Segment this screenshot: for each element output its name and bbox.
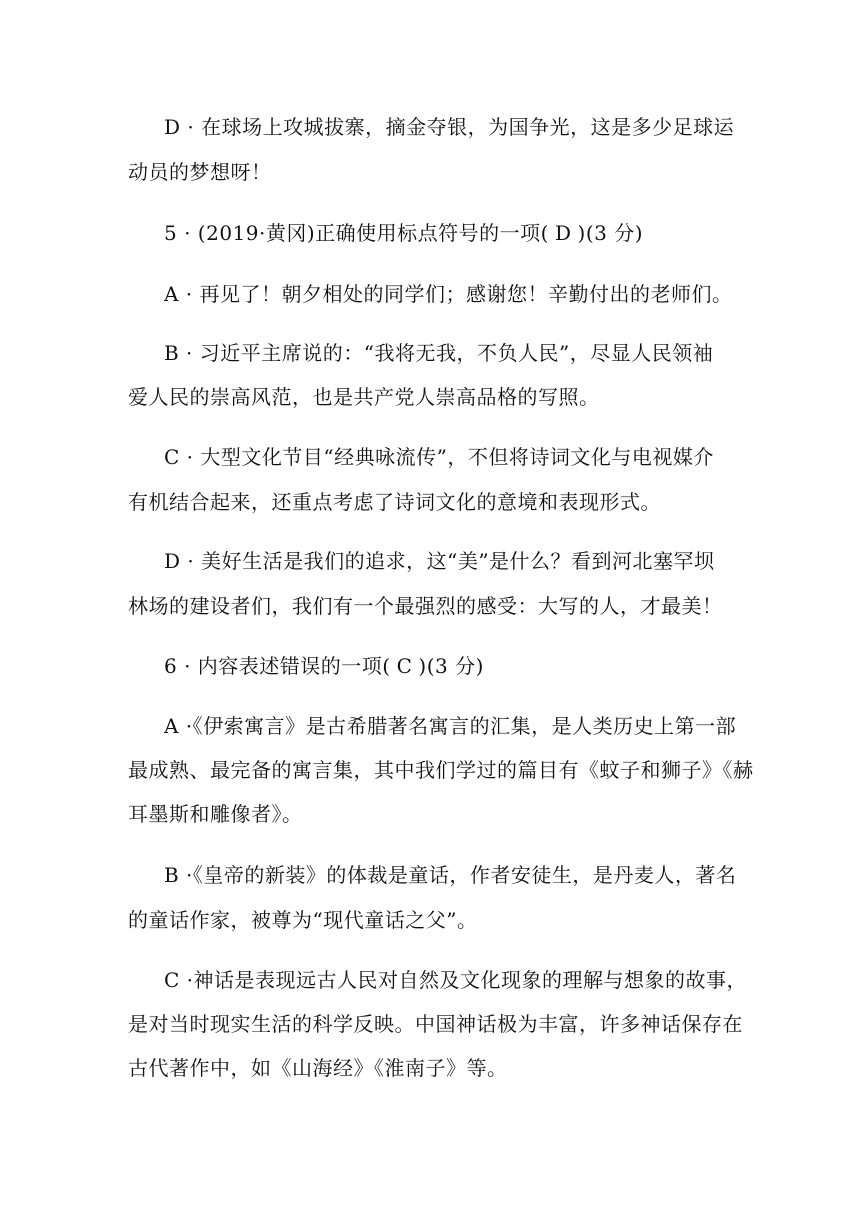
q5-option-b-line-2: 爱人民的崇高风范，也是共产党人崇高品格的写照。: [128, 385, 600, 409]
q6-option-c-line-2: 是对当时现实生活的科学反映。中国神话极为丰富，许多神话保存在: [128, 1012, 743, 1036]
q6-option-b-line-2: 的童话作家，被尊为“现代童话之父”。: [128, 908, 478, 932]
q6-option-a-line-2: 最成熟、最完备的寓言集，其中我们学过的篇目有《蚊子和狮子》《赫: [128, 758, 754, 782]
question-6-answer: C: [396, 654, 413, 678]
q5-option-d-line-2: 林场的建设者们，我们有一个最强烈的感受：大写的人，才最美！: [128, 594, 723, 618]
question-5-suffix: )(3 分): [577, 221, 644, 245]
q4-option-d-line-1: D · 在球场上攻城拔寨，摘金夺银，为国争光，这是多少足球运: [164, 115, 735, 139]
q4-option-d-line-2: 动员的梦想呀！: [128, 160, 272, 184]
q5-option-d-line-1: D · 美好生活是我们的追求，这“美”是什么？看到河北塞罕坝: [164, 549, 715, 573]
q5-option-c-line-1: C · 大型文化节目“经典咏流传”，不但将诗词文化与电视媒介: [164, 445, 714, 469]
question-6-stem: [164, 652, 484, 680]
question-5-stem: [164, 219, 643, 247]
q5-option-c-line-2: 有机结合起来，还重点考虑了诗词文化的意境和表现形式。: [128, 490, 661, 514]
q6-option-c-line-3: 古代著作中，如《山海经》《淮南子》等。: [128, 1056, 508, 1080]
q5-option-a: A · 再见了！朝夕相处的同学们；感谢您！辛勤付出的老师们。: [164, 282, 733, 306]
question-6-prefix: 6 · 内容表述错误的一项(: [164, 654, 391, 678]
question-5-prefix: 5 · (2019·黄冈)正确使用标点符号的一项(: [164, 221, 549, 245]
question-5-answer: D: [554, 221, 572, 245]
q6-option-c-line-1: C ·神话是表现远古人民对自然及文化现象的理解与想象的故事，: [164, 968, 748, 992]
q6-option-a-line-1: A ·《伊索寓言》是古希腊著名寓言的汇集，是人类历史上第一部: [164, 714, 737, 738]
q6-option-a-line-3: 耳墨斯和雕像者》。: [128, 802, 303, 826]
q5-option-b-line-1: B · 习近平主席说的：“我将无我，不负人民”，尽显人民领袖: [164, 341, 714, 365]
q6-option-b-line-1: B ·《皇帝的新装》的体裁是童话，作者安徒生，是丹麦人，著名: [164, 863, 737, 887]
question-6-suffix: )(3 分): [418, 654, 484, 678]
